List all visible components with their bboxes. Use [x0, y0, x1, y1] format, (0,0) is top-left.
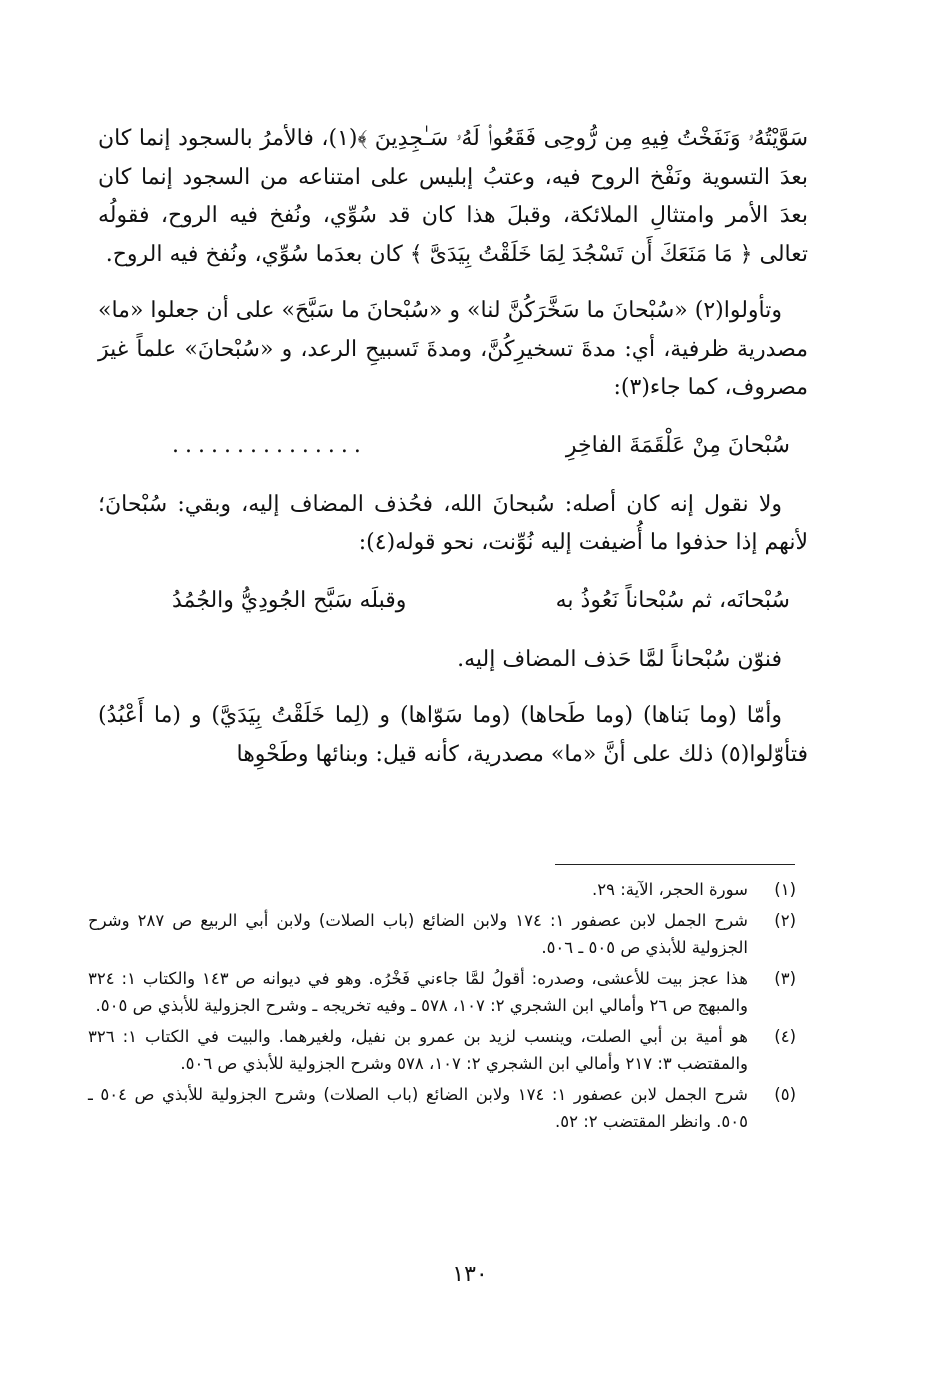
poetry-verse-2 — [98, 581, 808, 621]
footnote-text: هذا عجز بيت للأعشى، وصدره: أقولُ لمَّا جاءني فَخْرُه. وهو في ديوانه ص ١٤٣ والكتاب ١: ٣٢٤ والمبهج ص ٢٦ وأمالي ابن الشجري ٢: ١٠٧، ٥٧٨ ـ وفيه تخريجه ـ وشرح الجزولية للأبذي ص ٥٠٥. — [88, 969, 748, 1015]
footnote-separator — [555, 864, 795, 865]
main-text — [98, 120, 808, 792]
footnote-number: (١) — [774, 880, 796, 899]
verse-2-second-hemistich: وقبلَه سَبَّح الجُودِيُّ والجُمُدُ — [172, 587, 407, 613]
footnote-number: (٢) — [774, 911, 796, 930]
footnote-number: (٣) — [774, 969, 796, 988]
footnote-3 — [88, 965, 796, 1019]
paragraph-4: فنوّن سُبْحاناً لمَّا حَذف المضاف إليه. — [457, 646, 782, 672]
footnote-2 — [88, 907, 796, 961]
footnotes — [88, 876, 796, 1139]
poetry-verse-1 — [98, 426, 808, 466]
footnote-text: شرح الجمل لابن عصفور ١: ١٧٤ ولابن الضائع (باب الصلات) ولابن أبي الربيع ص ٢٨٧ وشرح الجزولية للأبذي ص ٥٠٥ ـ ٥٠٦. — [88, 911, 748, 957]
verse-2-first-hemistich: سُبْحانَه، ثم سُبْحاناً نَعُوذُ به — [555, 587, 790, 613]
footnote-number: (٤) — [774, 1027, 796, 1046]
paragraph-2: وتأولوا(٢) «سُبْحانَ ما سَخَّرَكُنَّ لنا» و «سُبْحانَ ما سَبَّحَ» على أن جعلوا «ما» مصدرية ظرفية، أي: مدةَ تسخيرِكُنَّ، ومدةَ تَسبيحِ الرعد، و «سُبْحانَ» علماً غيرَ مصروف، كما جاء(٣): — [98, 298, 808, 400]
paragraph-5: وأمّا (وما بَناها) (وما طَحاها) (وما سَوّاها) و (لِما خَلَقْتُ بِيَدَيَّ) و (ما أَعْبُدُ) فتأوّلوا(٥) ذلك على أنَّ «ما» مصدرية، كأنه قيل: وبنائها وطَحْوِها — [98, 703, 808, 767]
verse-1-second-hemistich: ............... — [172, 432, 367, 458]
verse-1-first-hemistich: سُبْحانَ مِنْ عَلْقَمَةَ الفاخِرِ — [565, 432, 790, 458]
page-number: ١٣٠ — [452, 1262, 488, 1287]
footnote-text: شرح الجمل لابن عصفور ١: ١٧٤ ولابن الضائع (باب الصلات) وشرح الجزولية للأبذي ص ٥٠٤ ـ ٥٠٥. وانظر المقتضب ٢: ٥٢. — [88, 1085, 748, 1131]
paragraph-3: ولا نقول إنه كان أصله: سُبحانَ الله، فحُذف المضاف إليه، وبقي: سُبْحانَ؛ لأنهم إذا حذفوا ما أُضيفت إليه نُوِّنت، نحو قوله(٤): — [98, 491, 808, 555]
footnote-1 — [88, 876, 796, 903]
footnote-5 — [88, 1081, 796, 1135]
footnote-number: (٥) — [774, 1085, 796, 1104]
footnote-text: هو أمية بن أبي الصلت، وينسب لزيد بن عمرو بن نفيل، ولغيرهما. والبيت في الكتاب ١: ٣٢٦ والمقتضب ٣: ٢١٧ وأمالي ابن الشجري ٢: ١٠٧، ٥٧٨ وشرح الجزولية للأبذي ص ٥٠٦. — [88, 1027, 748, 1073]
footnote-4 — [88, 1023, 796, 1077]
footnote-text: سورة الحجر، الآية: ٢٩. — [591, 880, 748, 899]
paragraph-1: سَوَّيْتُهُۥ وَنَفَخْتُ فِيهِ مِن رُّوحِى فَقَعُوا۟ لَهُۥ سَـٰجِدِينَ ﴾(١)، فالأمرُ بالسجود إنما كان بعدَ التسوية ونَفْخ الروح فيه، وعتبُ إبليس على امتناعه من السجود إنما كان بعدَ الأمر وامتثالِ الملائكة، وقبلَ هذا كان قد سُوِّي، ونُفخ فيه الروح، فقولُه تعالى ﴿ مَا مَنَعَكَ أَن تَسْجُدَ لِمَا خَلَقْتُ بِيَدَىَّ ﴾ كان بعدَما سُوِّي، ونُفخ فيه الروح. — [98, 126, 809, 267]
